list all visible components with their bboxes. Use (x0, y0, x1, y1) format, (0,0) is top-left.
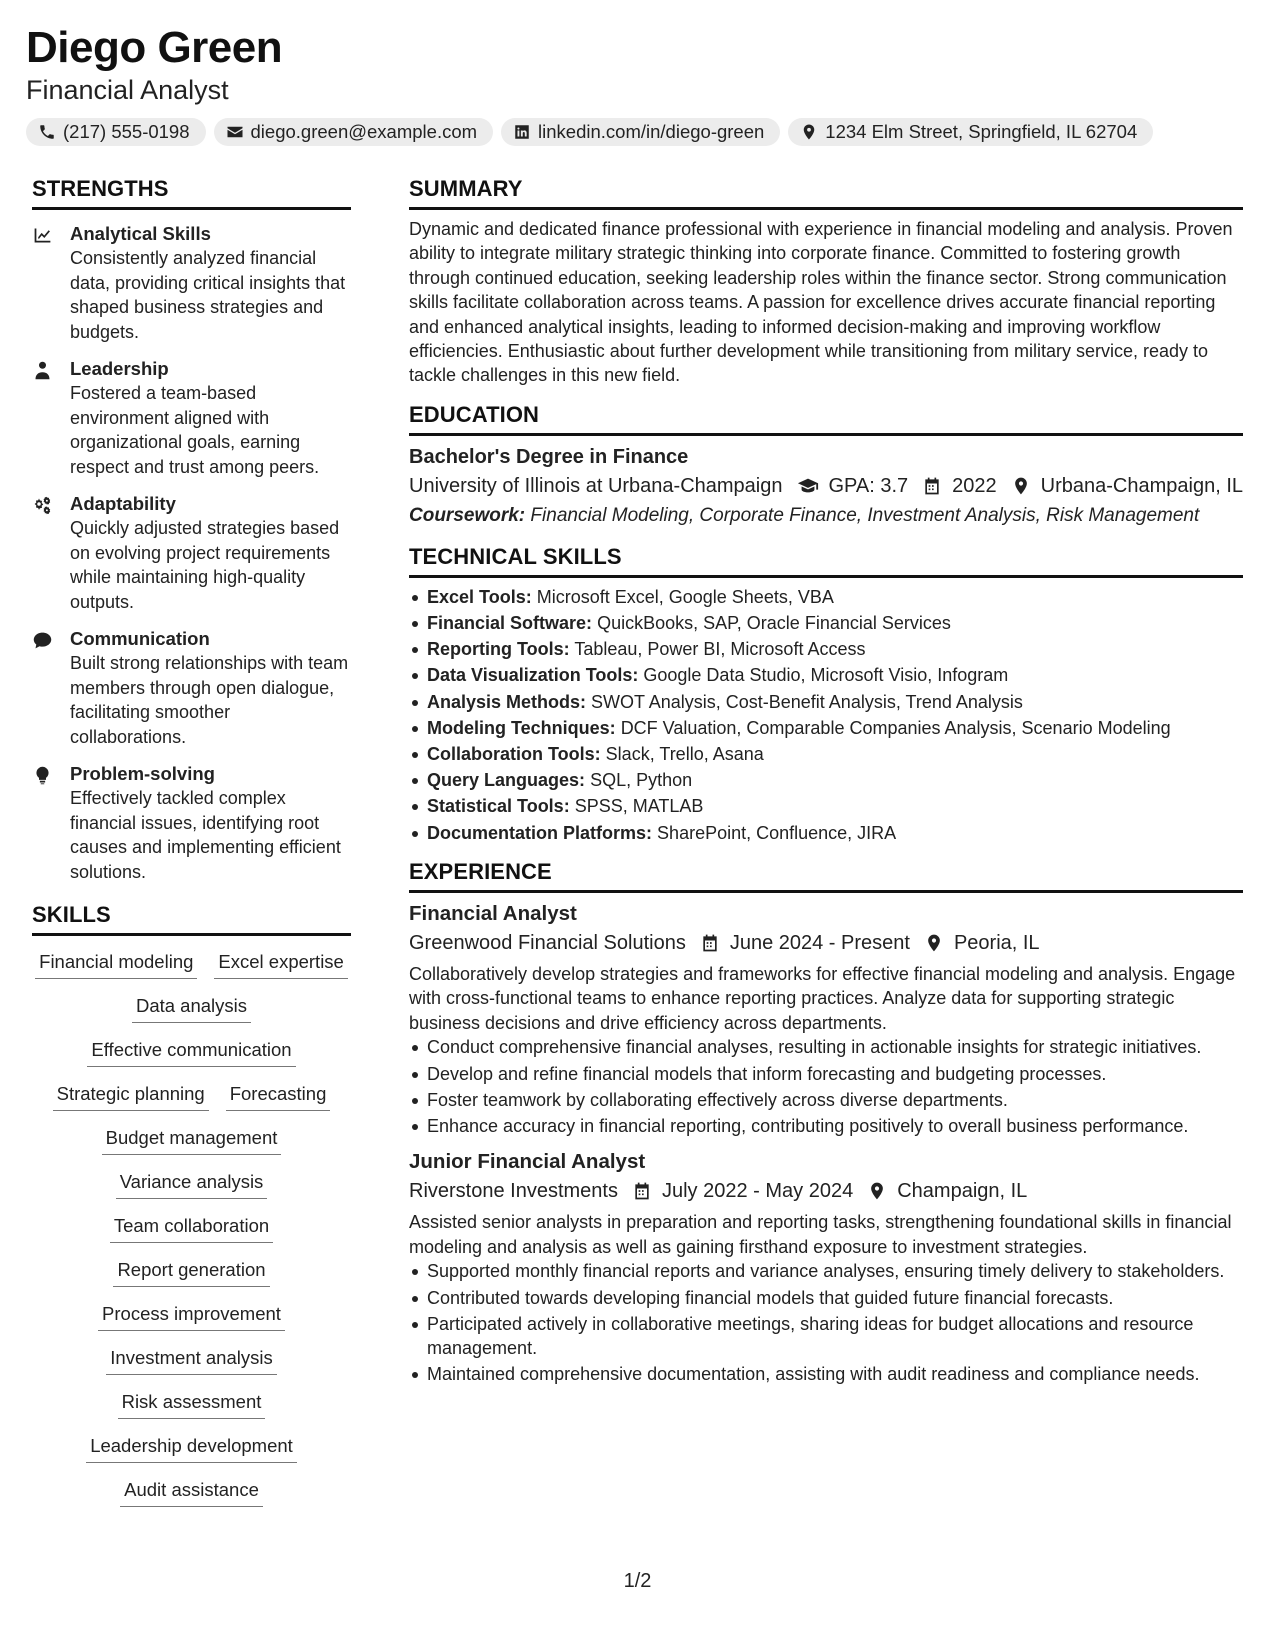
map-marker-icon (867, 1181, 887, 1201)
summary-text: Dynamic and dedicated finance professional with experience in financial modeling and analysis. Proven ability to integrate military strategic thinking into corporate finance. Committed to fostering growth through continued education, seeking leadership roles within the finance sector. Strong communication skills facilitate collaboration across teams. A passion for excellence drives accurate financial reporting and enhanced analytical insights, leading to informed decision-making and improving workflow efficiencies. Enthusiastic about further development while transitioning from military service, ready to tackle challenges in this new field. (409, 219, 1233, 386)
email-chip[interactable] (214, 118, 494, 146)
skill-tag: Strategic planning (53, 1082, 209, 1111)
job-title: Junior Financial Analyst (409, 1150, 646, 1174)
skill-tag: Process improvement (98, 1302, 285, 1331)
page-number: 1/2 (623, 1570, 652, 1592)
strength-title: Analytical Skills (70, 223, 211, 244)
left-column (32, 176, 351, 1507)
map-marker-icon (1011, 476, 1031, 496)
strength-title: Communication (70, 628, 210, 649)
grad-year: 2022 (952, 474, 997, 497)
strengths-list (32, 222, 351, 884)
strength-desc: Built strong relationships with team members through open dialogue, facilitating smoother collaborations. (70, 653, 349, 747)
job-dates: July 2022 - May 2024 (661, 1180, 854, 1203)
list-item: Excel Tools: Microsoft Excel, Google Sheets, VBA (427, 585, 1243, 610)
strength-item (32, 357, 351, 479)
list-item: Foster teamwork by collaborating effectively across diverse departments. (427, 1088, 1243, 1112)
skill-tag: Financial modeling (35, 950, 197, 979)
list-item: Contributed towards developing financial models that guided future financial forecasts. (427, 1286, 1243, 1310)
phone-chip[interactable] (26, 118, 206, 146)
company-name: Riverstone Investments (409, 1180, 618, 1203)
skills-heading: SKILLS (32, 902, 351, 936)
lightbulb-icon (32, 765, 53, 786)
strength-title: Problem-solving (70, 763, 215, 784)
job-meta (409, 928, 1243, 958)
list-item: Documentation Platforms: SharePoint, Confluence, JIRA (427, 821, 1243, 846)
job-bullets (409, 1259, 1243, 1386)
list-item: Modeling Techniques: DCF Valuation, Comparable Companies Analysis, Scenario Modeling (427, 716, 1243, 741)
degree-title: Bachelor's Degree in Finance (409, 445, 689, 468)
candidate-name: Diego Green (26, 23, 283, 72)
strength-desc: Effectively tackled complex financial issues, identifying root causes and implementing efficient solutions. (70, 788, 341, 882)
comment-icon (32, 630, 53, 651)
job-description: Collaboratively develop strategies and frameworks for effective financial modeling and analysis. Engage with cross-functional teams to enhance reporting practices. Analyze data for supporting strategic business decisions and drive efficiency across departments. (409, 964, 1236, 1033)
skill-tag: Report generation (113, 1258, 269, 1287)
gpa-text: GPA: 3.7 (828, 474, 909, 497)
strength-item (32, 627, 351, 749)
calendar-icon (700, 933, 720, 953)
candidate-title: Financial Analyst (26, 75, 229, 105)
job-title: Financial Analyst (409, 902, 577, 926)
list-item: Analysis Methods: SWOT Analysis, Cost-Benefit Analysis, Trend Analysis (427, 690, 1243, 715)
strengths-heading: STRENGTHS (32, 176, 351, 210)
strength-desc: Fostered a team-based environment aligned with organizational goals, earning respect and trust among peers. (70, 383, 320, 477)
summary-heading: SUMMARY (409, 176, 1243, 210)
skill-tag: Leadership development (86, 1434, 297, 1463)
school-location: Urbana-Champaign, IL (1040, 474, 1244, 497)
list-item: Develop and refine financial models that inform forecasting and budgeting processes. (427, 1062, 1243, 1086)
list-item: Query Languages: SQL, Python (427, 768, 1243, 793)
linkedin-text: linkedin.com/in/diego-green (538, 121, 765, 142)
job-dates: June 2024 - Present (729, 932, 910, 955)
graduation-cap-icon (797, 475, 819, 497)
envelope-icon (226, 123, 244, 141)
strength-item (32, 492, 351, 614)
skill-tag: Forecasting (226, 1082, 331, 1111)
strength-item (32, 762, 351, 884)
calendar-icon (922, 476, 942, 496)
job-bullets (409, 1035, 1243, 1138)
user-tie-icon (32, 360, 53, 381)
company-name: Greenwood Financial Solutions (409, 932, 686, 955)
map-marker-icon (924, 933, 944, 953)
job-location: Peoria, IL (953, 932, 1040, 955)
list-item: Collaboration Tools: Slack, Trello, Asana (427, 742, 1243, 767)
address-text: 1234 Elm Street, Springfield, IL 62704 (825, 121, 1138, 142)
list-item: Participated actively in collaborative meetings, sharing ideas for budget allocations and resource management. (427, 1312, 1243, 1361)
coursework-label: Coursework: (409, 504, 526, 526)
resume-header (26, 22, 1245, 146)
strength-desc: Quickly adjusted strategies based on evolving project requirements while maintaining high-quality outputs. (70, 518, 340, 612)
strength-title: Adaptability (70, 493, 176, 514)
contact-bar (26, 118, 1245, 146)
skill-tag: Audit assistance (120, 1478, 263, 1507)
skill-tag: Team collaboration (110, 1214, 273, 1243)
list-item: Maintained comprehensive documentation, assisting with audit readiness and compliance needs. (427, 1362, 1243, 1386)
list-item: Reporting Tools: Tableau, Power BI, Microsoft Access (427, 637, 1243, 662)
skill-tag: Risk assessment (118, 1390, 266, 1419)
skill-tag: Effective communication (87, 1038, 295, 1067)
gears-icon (32, 495, 53, 516)
coursework-list: Financial Modeling, Corporate Finance, Investment Analysis, Risk Management (530, 504, 1200, 526)
strength-item (32, 222, 351, 344)
job-location: Champaign, IL (897, 1180, 1028, 1203)
linkedin-icon (513, 123, 531, 141)
list-item: Financial Software: QuickBooks, SAP, Oracle Financial Services (427, 611, 1243, 636)
education-heading: EDUCATION (409, 402, 1243, 436)
phone-text: (217) 555-0198 (63, 121, 190, 142)
skill-tag: Investment analysis (106, 1346, 276, 1375)
job-meta (409, 1176, 1243, 1206)
skills-tags (32, 950, 351, 1507)
strength-desc: Consistently analyzed financial data, providing critical insights that shaped business strategies and budgets. (70, 248, 346, 342)
skill-tag: Variance analysis (116, 1170, 268, 1199)
school-name: University of Illinois at Urbana-Champaign (409, 474, 783, 497)
strength-title: Leadership (70, 358, 169, 379)
list-item: Statistical Tools: SPSS, MATLAB (427, 794, 1243, 819)
job-entry (409, 1148, 1243, 1386)
list-item: Enhance accuracy in financial reporting, contributing positively to overall business performance. (427, 1114, 1243, 1138)
list-item: Data Visualization Tools: Google Data Studio, Microsoft Visio, Infogram (427, 663, 1243, 688)
chart-line-icon (32, 225, 53, 246)
list-item: Conduct comprehensive financial analyses, resulting in actionable insights for strategic initiatives. (427, 1035, 1243, 1059)
skill-tag: Budget management (102, 1126, 282, 1155)
phone-icon (38, 123, 56, 141)
technical-skills-heading: TECHNICAL SKILLS (409, 544, 1243, 578)
experience-heading: EXPERIENCE (409, 859, 1243, 893)
address-chip (788, 118, 1153, 146)
right-column (409, 176, 1243, 1397)
job-description: Assisted senior analysts in preparation and reporting tasks, strengthening foundational skills in financial modeling and analysis as well as gaining firsthand exposure to investment strategies. (409, 1212, 1232, 1257)
skill-tag: Data analysis (132, 994, 251, 1023)
linkedin-chip[interactable] (501, 118, 780, 146)
education-meta (409, 471, 1243, 501)
map-marker-icon (800, 123, 818, 141)
technical-skills-list (409, 585, 1243, 845)
list-item: Supported monthly financial reports and variance analyses, ensuring timely delivery to stakeholders. (427, 1259, 1243, 1283)
skill-tag: Excel expertise (214, 950, 347, 979)
email-text: diego.green@example.com (250, 121, 478, 142)
coursework (409, 504, 1243, 528)
calendar-icon (632, 1181, 652, 1201)
job-entry (409, 900, 1243, 1138)
skills-section (32, 902, 351, 1507)
